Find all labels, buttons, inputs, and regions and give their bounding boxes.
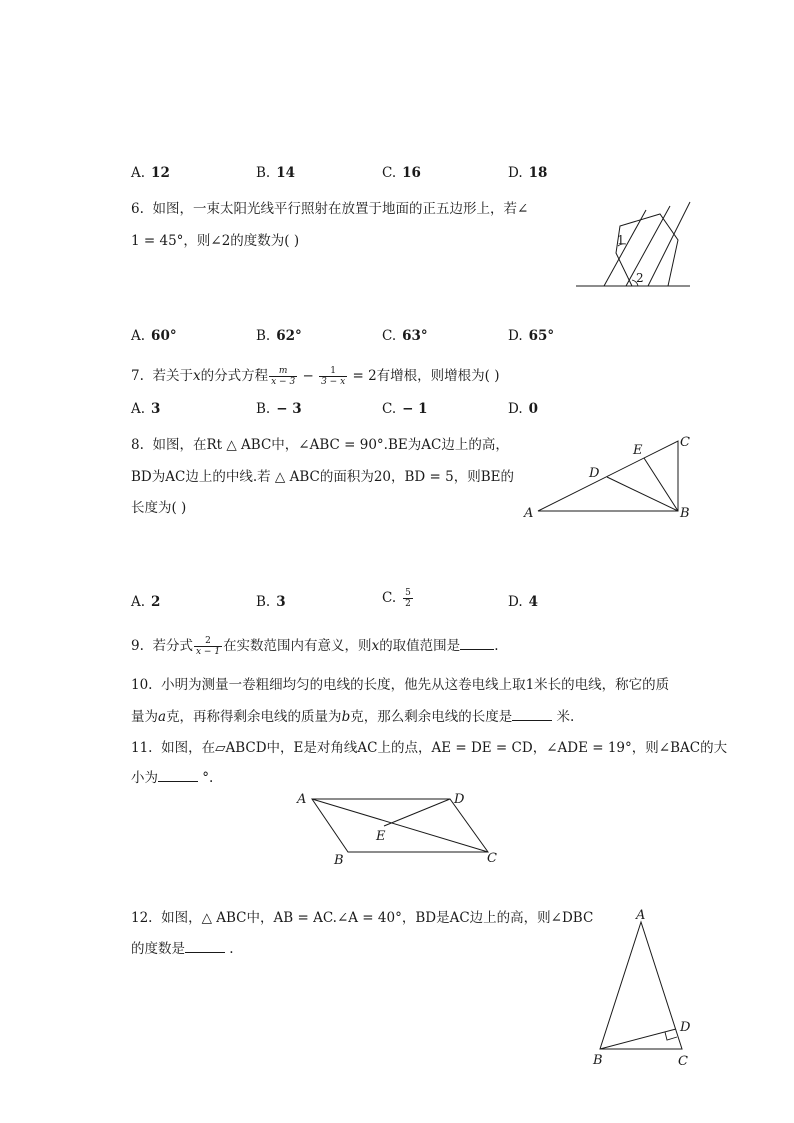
q8-line3: 长度为( )	[131, 500, 187, 516]
q8-label-b: B	[680, 506, 690, 521]
q6-line2: 1 = 45°，则∠2的度数为( )	[131, 233, 300, 249]
q11-label-b: B	[334, 853, 344, 868]
q10-answer-blank[interactable]	[512, 708, 552, 721]
q11-line2: 小为 °.	[131, 770, 214, 786]
q8-option-b: B. 3	[256, 594, 286, 610]
q12-line1: 12. 如图，△ ABC中，AB = AC.∠A = 40°，BD是AC边上的高，则∠DBC	[131, 910, 594, 926]
q11-answer-blank[interactable]	[158, 769, 198, 782]
q7-option-a: A. 3	[131, 401, 161, 417]
q8-line2: BD为AC边上的中线.若 △ ABC的面积为20，BD = 5，则BE的	[131, 469, 515, 485]
q8-option-d: D. 4	[508, 594, 539, 610]
q10-line2: 量为a克，再称得剩余电线的质量为b克，那么剩余电线的长度是 米.	[131, 709, 575, 725]
q9-stem: 9. 若分式 $\frac{2}{x - 1}$ 在实数范围内有意义，则x的取值范围是 .	[131, 636, 499, 657]
q5-option-b: B. 14	[256, 165, 296, 181]
q11-line1: 11. 如图，在▱ABCD中，E是对角线AC上的点，AE = DE = CD，∠ADE = 19°，则∠BAC的大	[131, 740, 728, 756]
q11-label-c: C	[487, 851, 497, 866]
q8-option-a: A. 2	[131, 594, 161, 610]
q12-label-b: B	[593, 1053, 603, 1068]
q5-option-c: C. 16	[382, 165, 421, 181]
q8-label-a: A	[524, 506, 534, 521]
q7-stem: 7. 若关于x的分式方程 $\frac{m}{x - 3}$ − $\frac{1}{3 - x}$ = 2有增根，则增根为( )	[131, 366, 500, 387]
q8-label-d: D	[589, 466, 600, 481]
q6-option-b: B. 62°	[256, 328, 302, 344]
q7-option-d: D. 0	[508, 401, 539, 417]
q12-label-c: C	[678, 1054, 688, 1069]
q8-option-c-fraction: $\frac{5}{2}$	[405, 588, 411, 609]
q12-label-d: D	[680, 1020, 691, 1035]
q7-option-b: B. − 3	[256, 401, 302, 417]
q7-fraction-1: $\frac{m}{x - 3}$	[271, 366, 296, 387]
q12-line2: 的度数是 .	[131, 941, 234, 957]
q11-label-e: E	[376, 829, 386, 844]
q12-triangle-figure	[588, 905, 703, 1073]
q11-label-d: D	[454, 792, 465, 807]
q6-option-c: C. 63°	[382, 328, 428, 344]
q6-pentagon-figure	[570, 198, 700, 293]
q12-answer-blank[interactable]	[185, 940, 225, 953]
q7-fraction-2: $\frac{1}{3 - x}$	[321, 366, 346, 387]
q8-option-c: C. $\frac{5}{2}$	[382, 588, 411, 609]
q5-option-a: A. 12	[131, 165, 170, 181]
q9-fraction: $\frac{2}{x - 1}$	[195, 636, 221, 657]
q9-answer-blank[interactable]	[460, 637, 494, 650]
q6-line1: 6. 如图，一束太阳光线平行照射在放置于地面的正五边形上，若∠	[131, 201, 529, 217]
q6-angle1-label: 1	[617, 233, 625, 247]
q6-option-d: D. 65°	[508, 328, 555, 344]
q11-label-a: A	[297, 792, 307, 807]
q8-line1: 8. 如图，在Rt △ ABC中，∠ABC = 90°.BE为AC边上的高，	[131, 437, 509, 453]
q5-option-d: D. 18	[508, 165, 548, 181]
q6-angle2-label: 2	[636, 271, 644, 285]
q11-parallelogram-figure	[290, 788, 510, 870]
q8-triangle-figure	[518, 430, 698, 525]
q10-line1: 10. 小明为测量一卷粗细均匀的电线的长度，他先从这卷电线上取1米长的电线，称它的质	[131, 677, 670, 693]
q7-option-c: C. − 1	[382, 401, 428, 417]
q12-label-a: A	[636, 908, 646, 923]
q8-label-c: C	[680, 435, 690, 450]
q8-label-e: E	[633, 443, 643, 458]
q6-option-a: A. 60°	[131, 328, 177, 344]
